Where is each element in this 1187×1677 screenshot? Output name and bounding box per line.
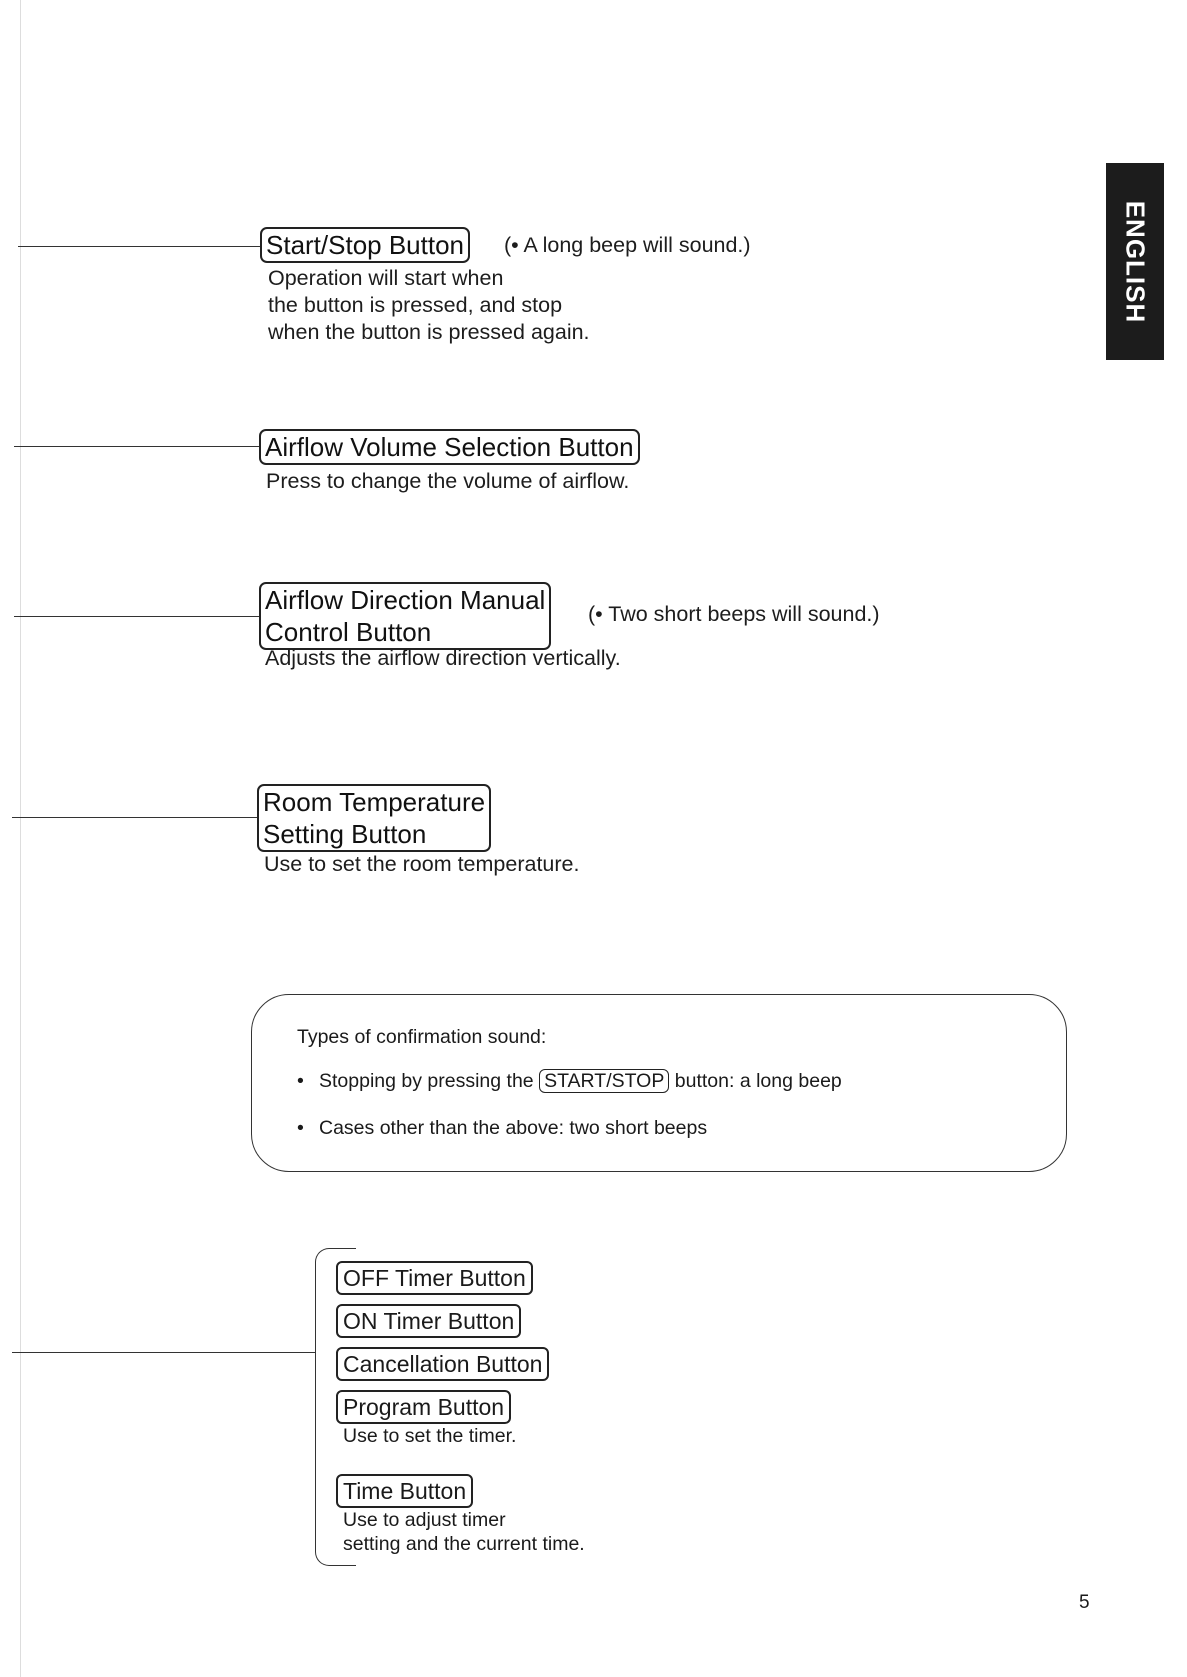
start-stop-button-label: Start/Stop Button xyxy=(260,227,470,263)
program-description: Use to set the timer. xyxy=(343,1425,517,1447)
confirmation-item xyxy=(297,1117,707,1140)
confirmation-item-text: Stopping by pressing the xyxy=(319,1070,534,1092)
room-temperature-description: Use to set the room temperature. xyxy=(264,852,580,876)
room-temperature-leader-line xyxy=(12,817,257,818)
off-timer-button-label: OFF Timer Button xyxy=(336,1261,533,1295)
airflow-volume-button-label: Airflow Volume Selection Button xyxy=(259,429,640,465)
time-description-line: Use to adjust timer xyxy=(343,1509,506,1531)
confirmation-item xyxy=(297,1069,842,1093)
confirmation-item-text: Cases other than the above: two short beeps xyxy=(319,1117,708,1139)
room-temperature-label-line: Setting Button xyxy=(263,819,427,849)
airflow-volume-description: Press to change the volume of airflow. xyxy=(266,469,630,493)
start-stop-description xyxy=(268,265,590,346)
page-number: 5 xyxy=(1079,1592,1090,1613)
bullet: • xyxy=(297,1117,304,1139)
timer-group-leader-line xyxy=(12,1352,315,1353)
time-button-label: Time Button xyxy=(336,1474,473,1508)
confirmation-title: Types of confirmation sound: xyxy=(297,1026,547,1048)
airflow-volume-leader-line xyxy=(14,446,259,447)
start-stop-key-label: START/STOP xyxy=(539,1069,669,1093)
language-tab-label: ENGLISH xyxy=(1120,200,1151,323)
start-stop-description-line: the button is pressed, and stop xyxy=(268,293,563,317)
start-stop-description-line: when the button is pressed again. xyxy=(268,320,590,344)
margin-line xyxy=(20,0,21,1677)
airflow-direction-description: Adjusts the airflow direction vertically. xyxy=(265,646,621,670)
on-timer-button-label: ON Timer Button xyxy=(336,1304,521,1338)
airflow-direction-label-line: Control Button xyxy=(265,617,432,647)
start-stop-description-line: Operation will start when xyxy=(268,266,504,290)
airflow-direction-button-label xyxy=(259,582,551,650)
airflow-direction-leader-line xyxy=(14,616,259,617)
program-button-label: Program Button xyxy=(336,1390,511,1424)
time-description-line: setting and the current time. xyxy=(343,1533,585,1555)
cancellation-button-label: Cancellation Button xyxy=(336,1347,549,1381)
start-stop-note: (• A long beep will sound.) xyxy=(504,233,751,257)
airflow-direction-note: (• Two short beeps will sound.) xyxy=(588,602,880,626)
bullet: • xyxy=(297,1070,304,1092)
airflow-direction-label-line: Airflow Direction Manual xyxy=(265,585,546,615)
room-temperature-button-label xyxy=(257,784,491,852)
language-tab xyxy=(1106,163,1164,360)
start-stop-leader-line xyxy=(18,246,260,247)
room-temperature-label-line: Room Temperature xyxy=(263,787,486,817)
time-description xyxy=(343,1508,585,1556)
confirmation-item-text: button: a long beep xyxy=(674,1070,842,1092)
